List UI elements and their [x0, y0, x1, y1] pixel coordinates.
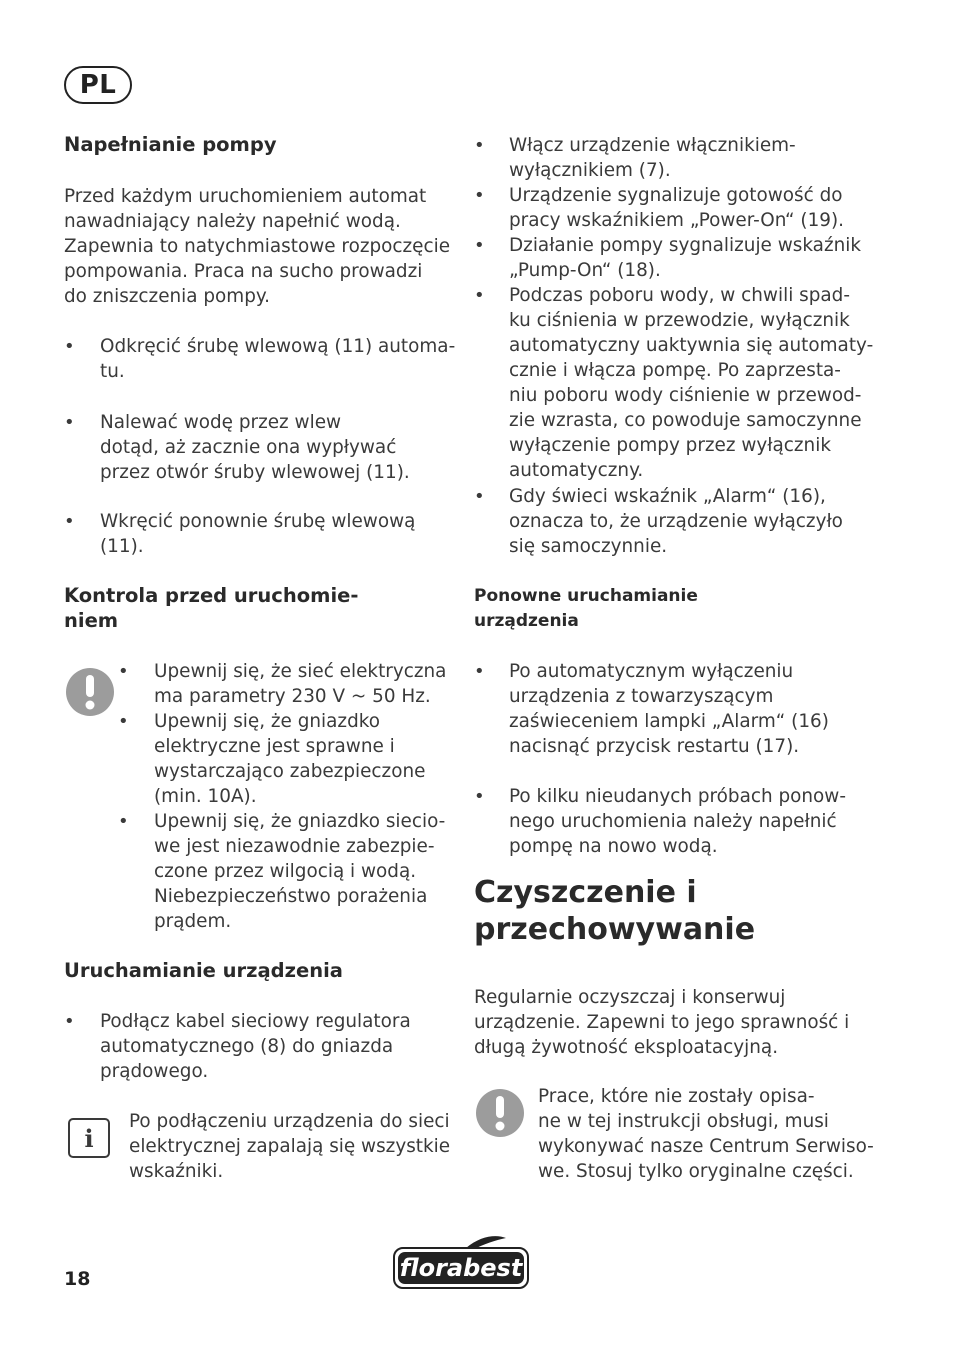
text-line: pompowania. Praca na sucho prowadzi — [64, 261, 423, 282]
text-line: Upewnij się, że sieć elektryczna — [154, 661, 447, 682]
text-line: Urządzenie sygnalizuje gotowość do — [509, 185, 843, 206]
text-line: tu. — [100, 361, 125, 382]
text-line: Po automatycznym wyłączeniu — [509, 661, 794, 682]
text-line: ma parametry 230 V ~ 50 Hz. — [154, 686, 431, 707]
text-line: automatycznego (8) do gniazda — [100, 1036, 394, 1057]
text-line: elektrycznej zapalają się wszystkie — [129, 1136, 451, 1157]
text-line: do zniszczenia pompy. — [64, 286, 271, 307]
text-line: Regularnie oczyszczaj i konserwuj — [474, 987, 786, 1008]
text-line: urządzenia z towarzyszącym — [509, 686, 774, 707]
heading-restart — [474, 584, 698, 634]
text-line: niu poboru wody ciśnienie w przewod- — [509, 385, 862, 406]
heading-line: Kontrola przed uruchomie- — [64, 584, 359, 607]
text-line: Po podłączeniu urządzenia do sieci — [129, 1111, 450, 1132]
filling-step-3 — [100, 509, 415, 559]
text-line: Nalewać wodę przez wlew — [100, 412, 342, 433]
operation-item-3 — [509, 233, 861, 283]
text-line: zaświeceniem lampki „Alarm“ (16) — [509, 711, 829, 732]
text-line: elektryczne jest sprawne i — [154, 736, 395, 757]
text-line: (min. 10A). — [154, 786, 257, 807]
operation-item-5 — [509, 484, 843, 559]
text-line: Wkręcić ponownie śrubę wlewową — [100, 511, 416, 532]
text-line: wyłącznikiem (7). — [509, 160, 671, 181]
heading-cleaning — [474, 874, 755, 948]
warning-icon — [66, 668, 114, 716]
info-glyph: i — [84, 1123, 94, 1153]
bullet: • — [118, 661, 129, 682]
heading-line: niem — [64, 609, 119, 632]
text-line: się samoczynnie. — [509, 536, 668, 557]
bullet: • — [64, 336, 75, 357]
bullet: • — [474, 185, 485, 206]
text-line: wskaźniki. — [129, 1161, 224, 1182]
text-line: przez otwór śruby wlewowej (11). — [100, 462, 410, 483]
text-line: „Pump-On“ (18). — [509, 260, 661, 281]
text-line: prądowego. — [100, 1061, 209, 1082]
text-line: Upewnij się, że gniazdko siecio- — [154, 811, 446, 832]
bullet: • — [118, 711, 129, 732]
operation-item-4 — [509, 283, 873, 483]
operation-item-1 — [509, 133, 796, 183]
text-line: Prace, które nie zostały opisa- — [538, 1086, 815, 1107]
text-line: zie wzrasta, co powoduje samoczynne — [509, 410, 862, 431]
text-line: Włącz urządzenie włącznikiem- — [509, 135, 796, 156]
language-badge: PL — [64, 66, 132, 104]
check-item-2 — [154, 709, 425, 809]
text-line: dotąd, aż zacznie ona wypływać — [100, 437, 397, 458]
text-line: wykonywać nasze Centrum Serwiso- — [538, 1136, 874, 1157]
heading-line: urządzenia — [474, 611, 579, 631]
heading-line: Czyszczenie i — [474, 875, 697, 910]
operation-item-2 — [509, 183, 844, 233]
text-line: Przed każdym uruchomieniem automat — [64, 186, 427, 207]
text-line: Podczas poboru wody, w chwili spad- — [509, 285, 850, 306]
start-step-1 — [100, 1009, 411, 1084]
text-line: urządzenie. Zapewni to jego sprawność i — [474, 1012, 850, 1033]
check-item-1 — [154, 659, 446, 709]
text-line: Gdy świeci wskaźnik „Alarm“ (16), — [509, 486, 826, 507]
text-line: Działanie pompy sygnalizuje wskaźnik — [509, 235, 862, 256]
text-line: ku ciśnienia w przewodzie, wyłącznik — [509, 310, 850, 331]
text-line: oznacza to, że urządzenie wyłączyło — [509, 511, 843, 532]
heading-line: przechowywanie — [474, 912, 756, 947]
cleaning-intro — [474, 985, 849, 1060]
bullet: • — [474, 135, 485, 156]
text-line: Po kilku nieudanych próbach ponow- — [509, 786, 846, 807]
brand-logo-text: florabest — [399, 1254, 523, 1282]
bullet: • — [64, 511, 75, 532]
text-line: nacisnąć przycisk restartu (17). — [509, 736, 800, 757]
heading-start: Uruchamianie urządzenia — [64, 959, 343, 982]
text-line: cznie i włącza pompę. Po zaprzesta- — [509, 360, 841, 381]
restart-item-1 — [509, 659, 829, 759]
text-line: czone przez wilgocią i wodą. — [154, 861, 417, 882]
text-line: długą żywotność eksploatacyjną. — [474, 1037, 779, 1058]
bullet: • — [474, 486, 485, 507]
text-line: pompę na nowo wodą. — [509, 836, 718, 857]
text-line: Niebezpieczeństwo porażenia — [154, 886, 428, 907]
bullet: • — [474, 661, 485, 682]
restart-item-2 — [509, 784, 846, 859]
bullet: • — [474, 285, 485, 306]
text-line: Odkręcić śrubę wlewową (11) automa- — [100, 336, 456, 357]
filling-step-2 — [100, 410, 410, 485]
text-line: pracy wskaźnikiem „Power-On“ (19). — [509, 210, 845, 231]
bullet: • — [118, 811, 129, 832]
text-line: nawadniający należy napełnić wodą. — [64, 211, 401, 232]
bullet: • — [64, 1011, 75, 1032]
info-note — [129, 1109, 450, 1184]
info-icon — [68, 1118, 110, 1158]
text-line: Upewnij się, że gniazdko — [154, 711, 381, 732]
text-line: automatyczny. — [509, 460, 644, 481]
bullet: • — [474, 786, 485, 807]
text-line: we jest niezawodnie zabezpie- — [154, 836, 435, 857]
filling-step-1 — [100, 334, 455, 384]
page-number: 18 — [64, 1268, 91, 1290]
exclamation-icon — [490, 1094, 510, 1132]
filling-intro — [64, 184, 450, 309]
service-warning — [538, 1084, 874, 1184]
heading-filling: Napełnianie pompy — [64, 133, 277, 156]
text-line: nego uruchomienia należy napełnić — [509, 811, 837, 832]
exclamation-icon — [80, 673, 100, 711]
text-line: wyłączenie pompy przez wyłącznik — [509, 435, 831, 456]
text-line: we. Stosuj tylko oryginalne części. — [538, 1161, 854, 1182]
bullet: • — [474, 235, 485, 256]
text-line: ne w tej instrukcji obsługi, musi — [538, 1111, 829, 1132]
warning-icon — [476, 1089, 524, 1137]
florabest-logo-icon — [392, 1234, 530, 1290]
bullet: • — [64, 412, 75, 433]
text-line: prądem. — [154, 911, 232, 932]
heading-check — [64, 583, 358, 633]
text-line: Podłącz kabel sieciowy regulatora — [100, 1011, 411, 1032]
check-item-3 — [154, 809, 445, 934]
brand-logo — [392, 1234, 530, 1290]
text-line: (11). — [100, 536, 144, 557]
text-line: automatyczny uaktywnia się automaty- — [509, 335, 874, 356]
heading-line: Ponowne uruchamianie — [474, 586, 698, 606]
text-line: wystarczająco zabezpieczone — [154, 761, 426, 782]
text-line: Zapewnia to natychmiastowe rozpoczęcie — [64, 236, 451, 257]
